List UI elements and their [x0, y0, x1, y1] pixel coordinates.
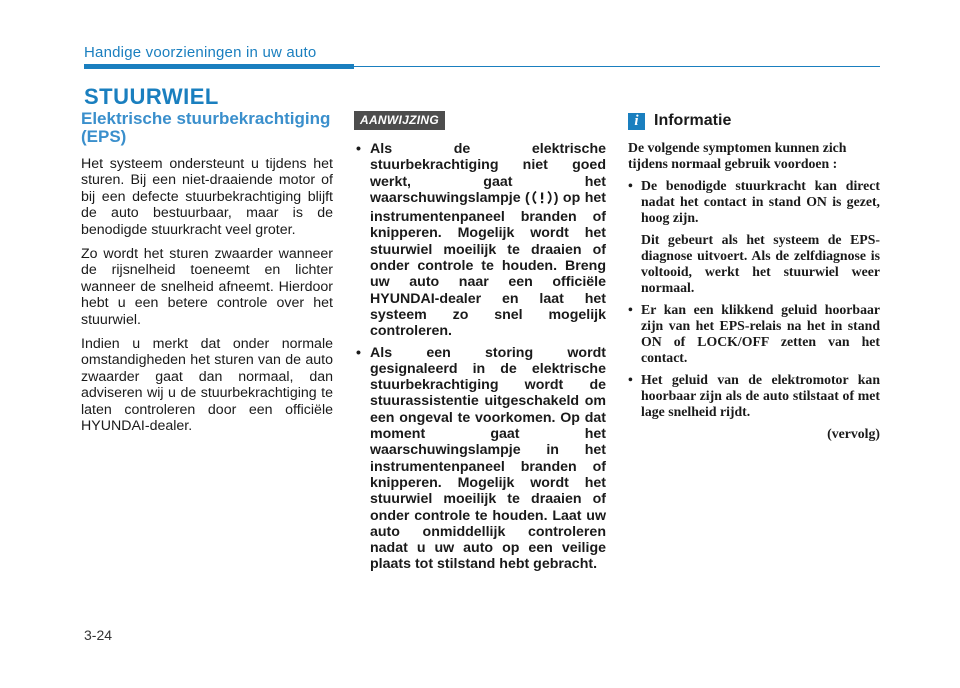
- column-middle: [354, 111, 606, 578]
- list-item-text: Er kan een klikkend geluid hoorbaar zijn van het EPS-relais na het in stand ON of LOCK/OFF zetten van het contact.: [641, 302, 880, 365]
- info-icon: i: [628, 113, 645, 130]
- list-item-text: Als een storing wordt gesignaleerd in de elektrische stuurbekrachtiging wordt de stuurassistentie uitgeschakeld om een ongeval te voorkomen. Op dat moment gaat het waarschuwingslampje in het instrumentenpaneel branden of knipperen. Mogelijk wordt het stuurwiel moeilijk te draaien of onder controle te houden. Laat uw auto onmiddellijk controleren nadat u uw auto op een veilige plaats tot stilstand hebt gebracht.: [370, 344, 606, 573]
- bullet: •: [628, 178, 633, 193]
- bullet: •: [628, 372, 633, 387]
- list-item: [628, 302, 880, 366]
- section-title: STUURWIEL: [84, 84, 219, 109]
- paragraph: Zo wordt het sturen zwaarder wanneer de rijsnelheid toeneemt en lichter wanneer de snelheid afneemt. Hierdoor hebt u een betere controle over het stuurwiel.: [81, 246, 333, 328]
- bullet: •: [356, 141, 361, 157]
- list-item-text: ) op het instrumentenpaneel branden of knipperen. Mogelijk wordt het stuurwiel moeilijk te draaien of onder controle te houden. Breng uw auto naar een officiële HYUNDAI-dealer en laat het systeem zo snel mogelijk controleren.: [370, 189, 606, 340]
- info-intro: De volgende symptomen kunnen zich tijdens normaal gebruik voordoen :: [628, 140, 847, 171]
- column-right: [628, 112, 880, 442]
- bullet: •: [628, 302, 633, 317]
- page-number: 3-24: [84, 627, 113, 643]
- list-item-text: De benodigde stuurkracht kan direct nadat het contact in stand ON is gezet, hoog zijn.: [641, 178, 880, 225]
- header-rule-thin: [354, 66, 880, 67]
- list-item: [628, 372, 880, 420]
- notice-badge: AANWIJZING: [354, 111, 445, 130]
- eps-warning-icon: [532, 190, 552, 209]
- header-rule-thick: [84, 64, 354, 69]
- bullet: •: [356, 344, 361, 361]
- paragraph: Indien u merkt dat onder normale omstandigheden het sturen van de auto zwaarder gaat dan normaal, dan adviseren wij u de stuurbekrachtiging te laten controleren door een officiële HYUNDAI-dealer.: [81, 336, 333, 435]
- list-item: [354, 345, 606, 573]
- list-item: [628, 178, 880, 296]
- list-item-extra: Dit gebeurt als het systeem de EPS-diagnose uitvoert. Als de zelfdiagnose is voltooid, werkt het stuurwiel weer normaal.: [641, 232, 880, 295]
- list-item: [354, 141, 606, 340]
- continued-label: (vervolg): [827, 426, 880, 441]
- info-title: Informatie: [654, 112, 732, 129]
- list-item-text: Het geluid van de elektromotor kan hoorbaar zijn als de auto stilstaat of met lage snelheid rijdt.: [641, 372, 880, 419]
- info-header: [628, 112, 880, 130]
- notice-list: [354, 141, 606, 573]
- column-left: [81, 110, 333, 443]
- list-item-text: Als de elektrische stuurbekrachtiging niet goed werkt, gaat het waarschuwingslampje (: [370, 141, 606, 206]
- chapter-header: Handige voorzieningen in uw auto: [84, 44, 317, 61]
- subsection-title: Elektrische stuurbekrachtiging (EPS): [81, 109, 331, 146]
- info-list: [628, 178, 880, 420]
- paragraph: Het systeem ondersteunt u tijdens het sturen. Bij een niet-draaiende motor of bij een defecte stuurbekrachtiging blijft de auto bestuurbaar, maar is de benodigde stuurkracht veel groter.: [81, 156, 333, 238]
